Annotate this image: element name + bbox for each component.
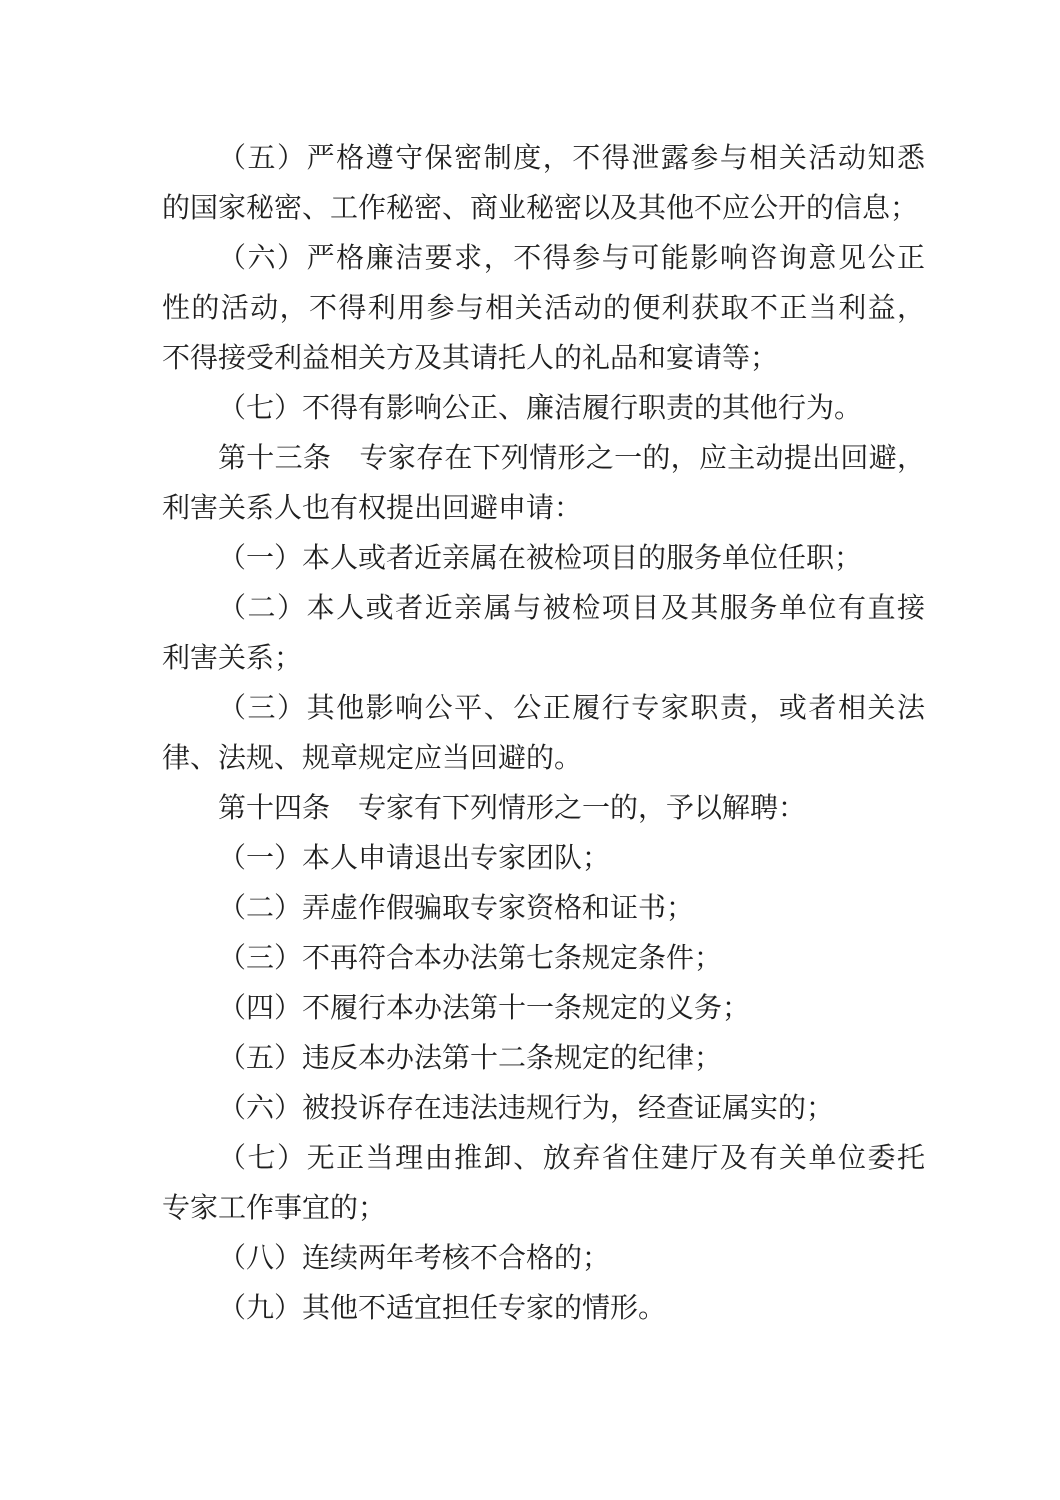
document-line: （五）严格遵守保密制度，不得泄露参与相关活动知悉 [218,143,925,174]
document-line: （二）本人或者近亲属与被检项目及其服务单位有直接 [218,593,925,624]
document-line: （六）严格廉洁要求，不得参与可能影响咨询意见公正 [218,243,925,274]
document-line: 专家工作事宜的； [162,1193,387,1224]
document-line: （八）连续两年考核不合格的； [218,1243,611,1274]
document-line: （二）弄虚作假骗取专家资格和证书； [218,893,695,924]
document-line: 不得接受利益相关方及其请托人的礼品和宴请等； [162,343,779,374]
document-line: 第十四条 专家有下列情形之一的，予以解聘： [218,793,807,824]
document-line: （一）本人或者近亲属在被检项目的服务单位任职； [218,543,863,574]
document-body [162,134,925,1334]
document-line: 的国家秘密、工作秘密、商业秘密以及其他不应公开的信息； [162,193,919,224]
document-line: （七）不得有影响公正、廉洁履行职责的其他行为。 [218,393,863,424]
document-line: （四）不履行本办法第十一条规定的义务； [218,993,751,1024]
document-line: 第十三条 专家存在下列情形之一的，应主动提出回避， [218,443,925,474]
document-line: （三）其他影响公平、公正履行专家职责，或者相关法 [218,693,925,724]
document-line: （五）违反本办法第十二条规定的纪律； [218,1043,723,1074]
document-line: （九）其他不适宜担任专家的情形。 [218,1293,667,1324]
document-line: （三）不再符合本办法第七条规定条件； [218,943,723,974]
document-line: （七）无正当理由推卸、放弃省住建厅及有关单位委托 [218,1143,925,1174]
document-line: 性的活动，不得利用参与相关活动的便利获取不正当利益， [162,293,925,324]
document-line: 利害关系人也有权提出回避申请： [162,493,583,524]
document-line: 利害关系； [162,643,303,674]
document-line: 律、法规、规章规定应当回避的。 [162,743,583,774]
document-line: （一）本人申请退出专家团队； [218,843,611,874]
document-line: （六）被投诉存在违法违规行为，经查证属实的； [218,1093,835,1124]
